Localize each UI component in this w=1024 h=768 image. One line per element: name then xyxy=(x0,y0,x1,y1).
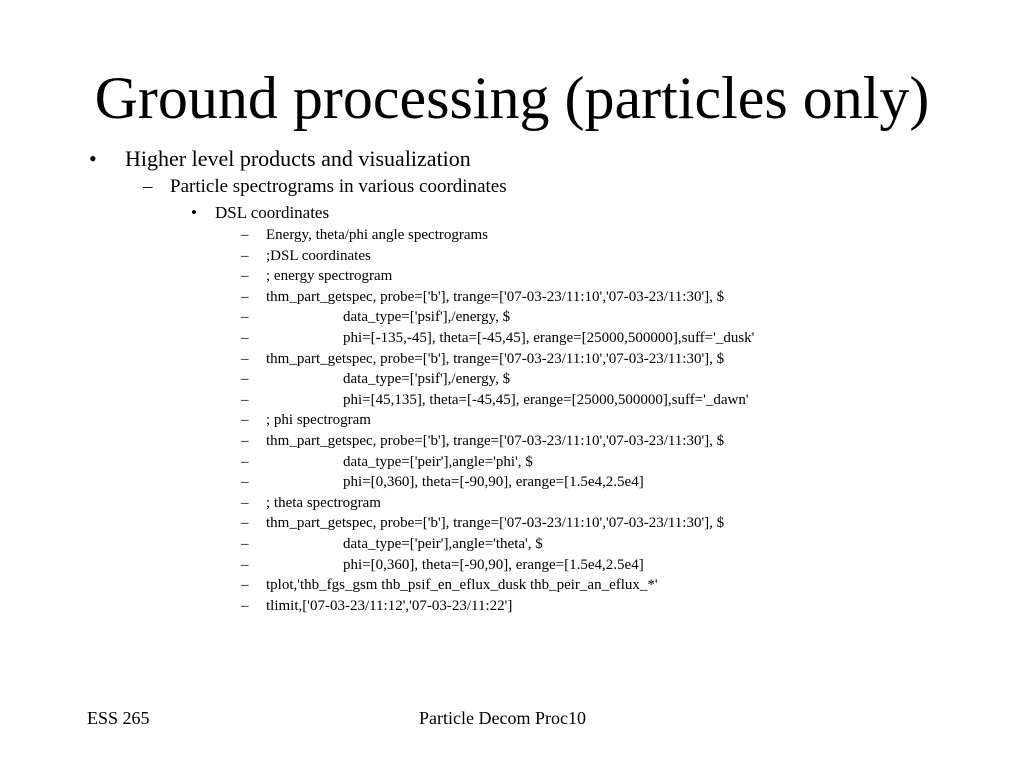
bullet-text: Energy, theta/phi angle spectrograms xyxy=(266,227,489,243)
bullet-text: thm_part_getspec, probe=['b'], trange=['07-03-23/11:10','07-03-23/11:30'], $ xyxy=(266,350,725,367)
dash-icon: – xyxy=(241,288,249,305)
dash-icon: – xyxy=(241,412,249,429)
bullet-text: data_type=['psif'],/energy, $ xyxy=(343,371,511,388)
bullet-text: tplot,'thb_fgs_gsm thb_psif_en_eflux_dusk thb_peir_an_eflux_*' xyxy=(266,577,658,594)
bullet-text: thm_part_getspec, probe=['b'], trange=['07-03-23/11:10','07-03-23/11:30'], $ xyxy=(266,288,725,305)
bullet-text: ; theta spectrogram xyxy=(266,494,381,511)
dash-icon: – xyxy=(241,330,249,346)
dash-icon: – xyxy=(241,350,249,367)
dash-icon: – xyxy=(241,577,249,594)
dash-icon: – xyxy=(241,247,249,264)
dash-icon: – xyxy=(241,536,249,552)
dash-icon: – xyxy=(241,391,249,408)
dash-icon: – xyxy=(241,433,249,449)
dash-icon: – xyxy=(241,453,249,470)
dash-icon: – xyxy=(241,371,249,388)
dash-icon: – xyxy=(143,176,153,197)
bullet-text: phi=[0,360], theta=[-90,90], erange=[1.5e4,2.5e4] xyxy=(343,474,644,491)
dash-icon: – xyxy=(241,227,249,243)
bullet-icon: • xyxy=(89,146,97,171)
footer-center: Particle Decom Proc10 xyxy=(419,708,586,728)
bullet-text: ; energy spectrogram xyxy=(266,268,393,285)
bullet-text: phi=[-135,-45], theta=[-45,45], erange=[25000,500000],suff='_dusk' xyxy=(343,330,755,346)
bullet-text: data_type=['peir'],angle='theta', $ xyxy=(343,536,543,552)
bullet-text: DSL coordinates xyxy=(215,203,330,222)
slide-title: Ground processing (particles only) xyxy=(94,65,930,131)
bullet-icon: • xyxy=(191,203,197,222)
dash-icon: – xyxy=(241,515,249,532)
bullet-text: Particle spectrograms in various coordinates xyxy=(170,176,507,197)
dash-icon: – xyxy=(241,597,249,614)
bullet-text: ;DSL coordinates xyxy=(266,247,371,264)
bullet-text: thm_part_getspec, probe=['b'], trange=['07-03-23/11:10','07-03-23/11:30'], $ xyxy=(266,515,725,532)
bullet-text: data_type=['psif'],/energy, $ xyxy=(343,309,511,326)
bullet-text: phi=[45,135], theta=[-45,45], erange=[25000,500000],suff='_dawn' xyxy=(343,391,749,408)
dash-icon: – xyxy=(241,474,249,491)
bullet-text: Higher level products and visualization xyxy=(125,146,471,171)
bullet-text: thm_part_getspec, probe=['b'], trange=['07-03-23/11:10','07-03-23/11:30'], $ xyxy=(266,433,725,449)
footer-left: ESS 265 xyxy=(87,708,150,728)
dash-icon: – xyxy=(241,556,249,573)
bullet-text: phi=[0,360], theta=[-90,90], erange=[1.5e4,2.5e4] xyxy=(343,556,644,573)
dash-icon: – xyxy=(241,494,249,511)
dash-icon: – xyxy=(241,309,249,326)
bullet-text: data_type=['peir'],angle='phi', $ xyxy=(343,453,533,470)
dash-icon: – xyxy=(241,268,249,285)
bullet-text: ; phi spectrogram xyxy=(266,412,371,429)
bullet-text: tlimit,['07-03-23/11:12','07-03-23/11:22'] xyxy=(266,597,513,614)
